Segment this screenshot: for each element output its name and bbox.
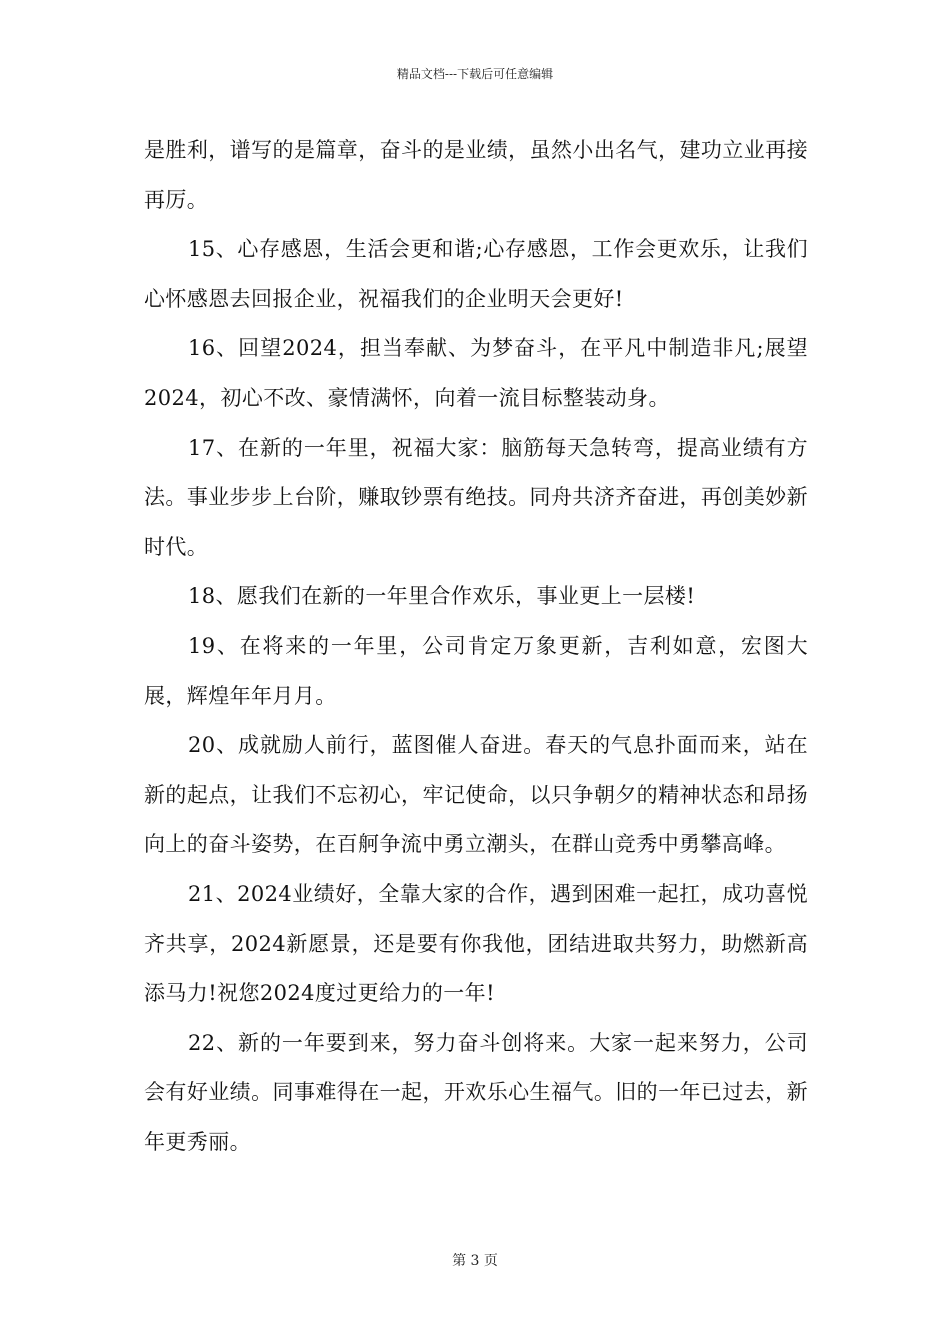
document-body <box>144 126 808 1167</box>
paragraph-17: 17、在新的一年里，祝福大家：脑筋每天急转弯，提高业绩有方法。事业步步上台阶，赚取钞票有绝技。同舟共济齐奋进，再创美妙新时代。 <box>144 435 808 559</box>
paragraph-16: 16、回望2024，担当奉献、为梦奋斗，在平凡中制造非凡;展望2024，初心不改、豪情满怀，向着一流目标整装动身。 <box>144 336 808 410</box>
paragraph-continuation: 是胜利，谱写的是篇章，奋斗的是业绩，虽然小出名气，建功立业再接再厉。 <box>144 138 808 212</box>
paragraph-19: 19、在将来的一年里，公司肯定万象更新，吉利如意，宏图大展，辉煌年年月月。 <box>144 633 808 708</box>
paragraph-20: 20、成就励人前行，蓝图催人奋进。春天的气息扑面而来，站在新的起点，让我们不忘初心，牢记使命，以只争朝夕的精神状态和昂扬向上的奋斗姿势，在百舸争流中勇立潮头，在群山竞秀中勇攀高峰。 <box>144 733 808 857</box>
paragraph-21: 21、2024业绩好，全靠大家的合作，遇到困难一起扛，成功喜悦齐共享，2024新愿景，还是要有你我他，团结进取共努力，助燃新高添马力!祝您2024度过更给力的一年! <box>144 881 808 1006</box>
paragraph-18: 18、愿我们在新的一年里合作欢乐，事业更上一层楼! <box>188 584 696 609</box>
paragraph-22: 22、新的一年要到来，努力奋斗创将来。大家一起来努力，公司会有好业绩。同事难得在一起，开欢乐心生福气。旧的一年已过去，新年更秀丽。 <box>144 1030 808 1154</box>
page-header: 精品文档---下载后可任意编辑 <box>396 67 554 81</box>
paragraph-15: 15、心存感恩，生活会更和谐;心存感恩，工作会更欢乐，让我们心怀感恩去回报企业，祝福我们的企业明天会更好! <box>144 237 808 311</box>
page-number: 第 3 页 <box>452 1253 498 1269</box>
